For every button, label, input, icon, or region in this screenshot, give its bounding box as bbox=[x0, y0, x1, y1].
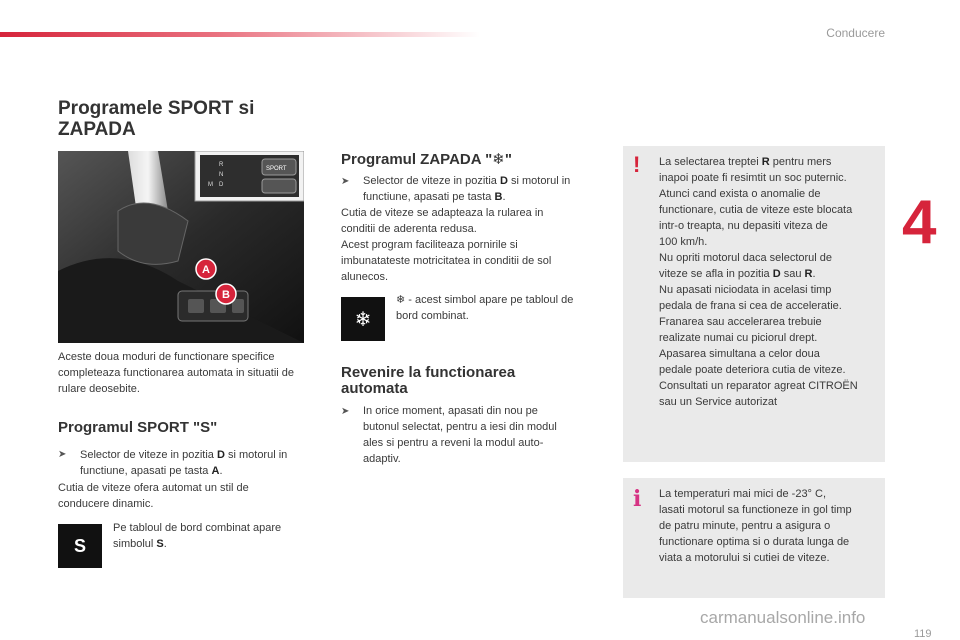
sport-desc-1: Cutia de viteze ofera automat un stil de bbox=[58, 482, 249, 494]
return-text-2: butonul selectat, pentru a iesi din modul bbox=[363, 421, 557, 433]
chapter-number: 4 bbox=[902, 188, 937, 257]
return-text-1: In orice moment, apasati din nou pe bbox=[363, 405, 538, 417]
warning-icon: ! bbox=[633, 152, 641, 177]
callout-b: B bbox=[222, 289, 230, 301]
page-number: 119 bbox=[914, 628, 932, 640]
return-text-4: adaptiv. bbox=[363, 453, 401, 465]
return-heading-1: Revenire la functionarea bbox=[341, 364, 516, 381]
sport-panel-label: SPORT bbox=[266, 166, 287, 172]
info-icon: i bbox=[633, 486, 642, 512]
sport-desc-2: conducere dinamic. bbox=[58, 498, 154, 510]
snow-bullet-line-1: Selector de viteze in pozitia D si motorul in bbox=[363, 175, 571, 187]
callout-a: A bbox=[202, 264, 210, 276]
gear-r-label: R bbox=[219, 162, 224, 168]
snow-desc-5: alunecos. bbox=[341, 271, 389, 283]
sport-symbol-icon: S bbox=[58, 524, 102, 568]
sport-symbol-text-1: Pe tabloul de bord combinat apare bbox=[113, 522, 282, 534]
snow-bullet-line-2: functiune, apasati pe tasta B. bbox=[363, 191, 506, 203]
snow-symbol-text-1: ❄ - acest simbol apare pe tabloul de bbox=[396, 294, 574, 306]
header-accent-bar bbox=[0, 32, 480, 37]
snow-desc-1: Cutia de viteze se adapteaza la rularea in bbox=[341, 207, 544, 219]
snowflake-icon: ❄ bbox=[341, 297, 385, 341]
return-heading-2: automata bbox=[341, 380, 408, 397]
sport-bullet-line-2: functiune, apasati pe tasta A. bbox=[80, 465, 223, 477]
bullet-arrow-icon: ➤ bbox=[58, 449, 67, 460]
info-box bbox=[623, 478, 885, 598]
gear-selector-photo bbox=[58, 151, 304, 343]
gear-m-label: M bbox=[208, 182, 213, 188]
section-name: Conducere bbox=[826, 26, 885, 40]
bullet-arrow-icon: ➤ bbox=[341, 176, 350, 187]
snow-desc-2: conditii de aderenta redusa. bbox=[341, 223, 477, 235]
sport-bullet-line-1: Selector de viteze in pozitia D si motorul in bbox=[80, 449, 288, 461]
warning-text: La selectarea treptei R pentru mers inapoi poate fi resimtit un soc puternic. Atunci cand exista o anomalie de functionare, cutia de viteze este blocata intr-o treapta, nu depasiti viteza de 100 km/h. Nu opriti motorul daca selectorul de viteze se afla in pozitia D sau R. Nu apasati niciodata in acelasi timp pedala de frana si cea de acceleratie. Franarea sau accelerarea trebuie realizate numai cu piciorul drept. Apasarea simultana a celor doua pedale poate deteriora cutia de viteze. Consultati un reparator agreat CITROËN sau un Service autorizat bbox=[659, 156, 858, 408]
warning-box bbox=[623, 146, 885, 462]
snow-symbol-text-2: bord combinat. bbox=[396, 310, 469, 322]
return-text-3: ales si pentru a reveni la modul auto- bbox=[363, 437, 544, 449]
page-title: Programele SPORT si ZAPADA bbox=[58, 98, 255, 140]
snow-desc-3: Acest program faciliteaza pornirile si bbox=[341, 239, 518, 251]
info-text: La temperaturi mai mici de -23° C, lasati motorul sa functioneze in gol timp de patru minute, pentru a asigura o functionare optima si o durata lunga de viata a motorului si cutiei de viteze. bbox=[659, 488, 852, 564]
sport-heading: Programul SPORT "S" bbox=[58, 419, 218, 436]
sport-symbol-text-2: simbolul S. bbox=[113, 538, 167, 550]
bullet-arrow-icon: ➤ bbox=[341, 406, 350, 417]
intro-text: Aceste doua moduri de functionare specifice completeaza functionarea automata in situatii de rulare deosebite. bbox=[58, 351, 295, 395]
snow-desc-4: imbunatateste motricitatea in conditii de sol bbox=[341, 255, 552, 267]
watermark: carmanualsonline.info bbox=[700, 608, 866, 627]
gear-n-label: N bbox=[219, 172, 224, 178]
snow-heading: Programul ZAPADA "❄" bbox=[341, 151, 512, 168]
gear-d-label: D bbox=[219, 182, 224, 188]
